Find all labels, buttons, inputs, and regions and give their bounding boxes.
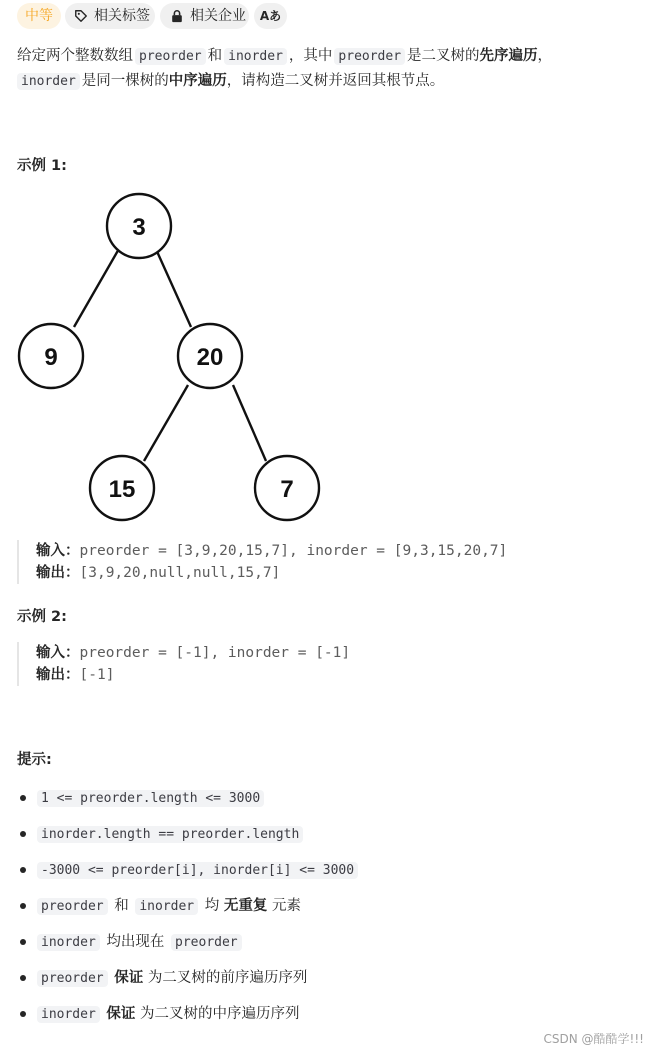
list-item: -3000 <= preorder[i], inorder[i] <= 3000 bbox=[17, 858, 360, 894]
problem-description: 给定两个整数数组 preorder 和 inorder ，其中 preorder 是二叉树的先序遍历， inorder 是同一棵树的中序遍历，请构造二叉树并返回其根节点。 bbox=[17, 48, 553, 89]
tree-node-label: 9 bbox=[44, 344, 58, 371]
example-1-block bbox=[17, 540, 507, 584]
example-1-input: preorder = [3,9,20,15,7], inorder = [9,3,15,20,7] bbox=[79, 543, 508, 559]
edge-20-7 bbox=[233, 385, 266, 461]
tree-node-label: 20 bbox=[196, 344, 224, 371]
constraints-list bbox=[17, 786, 360, 1038]
list-item: 1 <= preorder.length <= 3000 bbox=[17, 786, 360, 822]
code-preorder: preorder bbox=[334, 48, 405, 65]
list-item: preorder 保证 为二叉树的前序遍历序列 bbox=[17, 966, 360, 1002]
related-companies-tag[interactable] bbox=[160, 3, 249, 29]
bold-inorder-traversal: 中序遍历 bbox=[168, 73, 227, 89]
list-item: preorder 和 inorder 均 无重复 元素 bbox=[17, 894, 360, 930]
list-item: inorder 均出现在 preorder bbox=[17, 930, 360, 966]
lock-icon bbox=[170, 9, 184, 23]
example-2-output: [-1] bbox=[79, 667, 115, 683]
watermark: CSDN @酷酷学!!! bbox=[543, 1032, 644, 1046]
related-topics-label: 相关标签 bbox=[94, 8, 150, 24]
code-inorder: inorder bbox=[224, 48, 287, 65]
output-label: 输出： bbox=[36, 667, 80, 683]
edge-3-9 bbox=[74, 247, 120, 327]
example-2-input: preorder = [-1], inorder = [-1] bbox=[79, 645, 351, 661]
related-companies-label: 相关企业 bbox=[190, 8, 246, 24]
tips-title: 提示: bbox=[17, 752, 52, 768]
difficulty-tag[interactable]: 中等 bbox=[17, 3, 61, 29]
translate-button[interactable] bbox=[254, 3, 287, 29]
code-inorder: inorder bbox=[17, 73, 80, 90]
input-label: 输入： bbox=[36, 543, 80, 559]
example-2-block bbox=[17, 642, 350, 686]
example-2-title: 示例 2: bbox=[17, 609, 67, 625]
translate-icon: Aあ bbox=[259, 9, 282, 23]
bold-preorder-traversal: 先序遍历 bbox=[479, 48, 538, 64]
example-1-output: [3,9,20,null,null,15,7] bbox=[79, 565, 281, 581]
tree-node-label: 15 bbox=[108, 476, 136, 503]
example-1-title: 示例 1: bbox=[17, 158, 67, 174]
code-preorder: preorder bbox=[135, 48, 206, 65]
tree-node-label: 7 bbox=[280, 476, 294, 503]
binary-tree-diagram bbox=[0, 185, 340, 530]
output-label: 输出： bbox=[36, 565, 80, 581]
tag-icon bbox=[74, 9, 88, 23]
edge-3-20 bbox=[155, 247, 191, 327]
edge-20-15 bbox=[144, 385, 188, 461]
related-topics-tag[interactable] bbox=[65, 3, 155, 29]
input-label: 输入： bbox=[36, 645, 80, 661]
list-item: inorder.length == preorder.length bbox=[17, 822, 360, 858]
list-item: inorder 保证 为二叉树的中序遍历序列 bbox=[17, 1002, 360, 1038]
tree-node-label: 3 bbox=[132, 214, 146, 241]
